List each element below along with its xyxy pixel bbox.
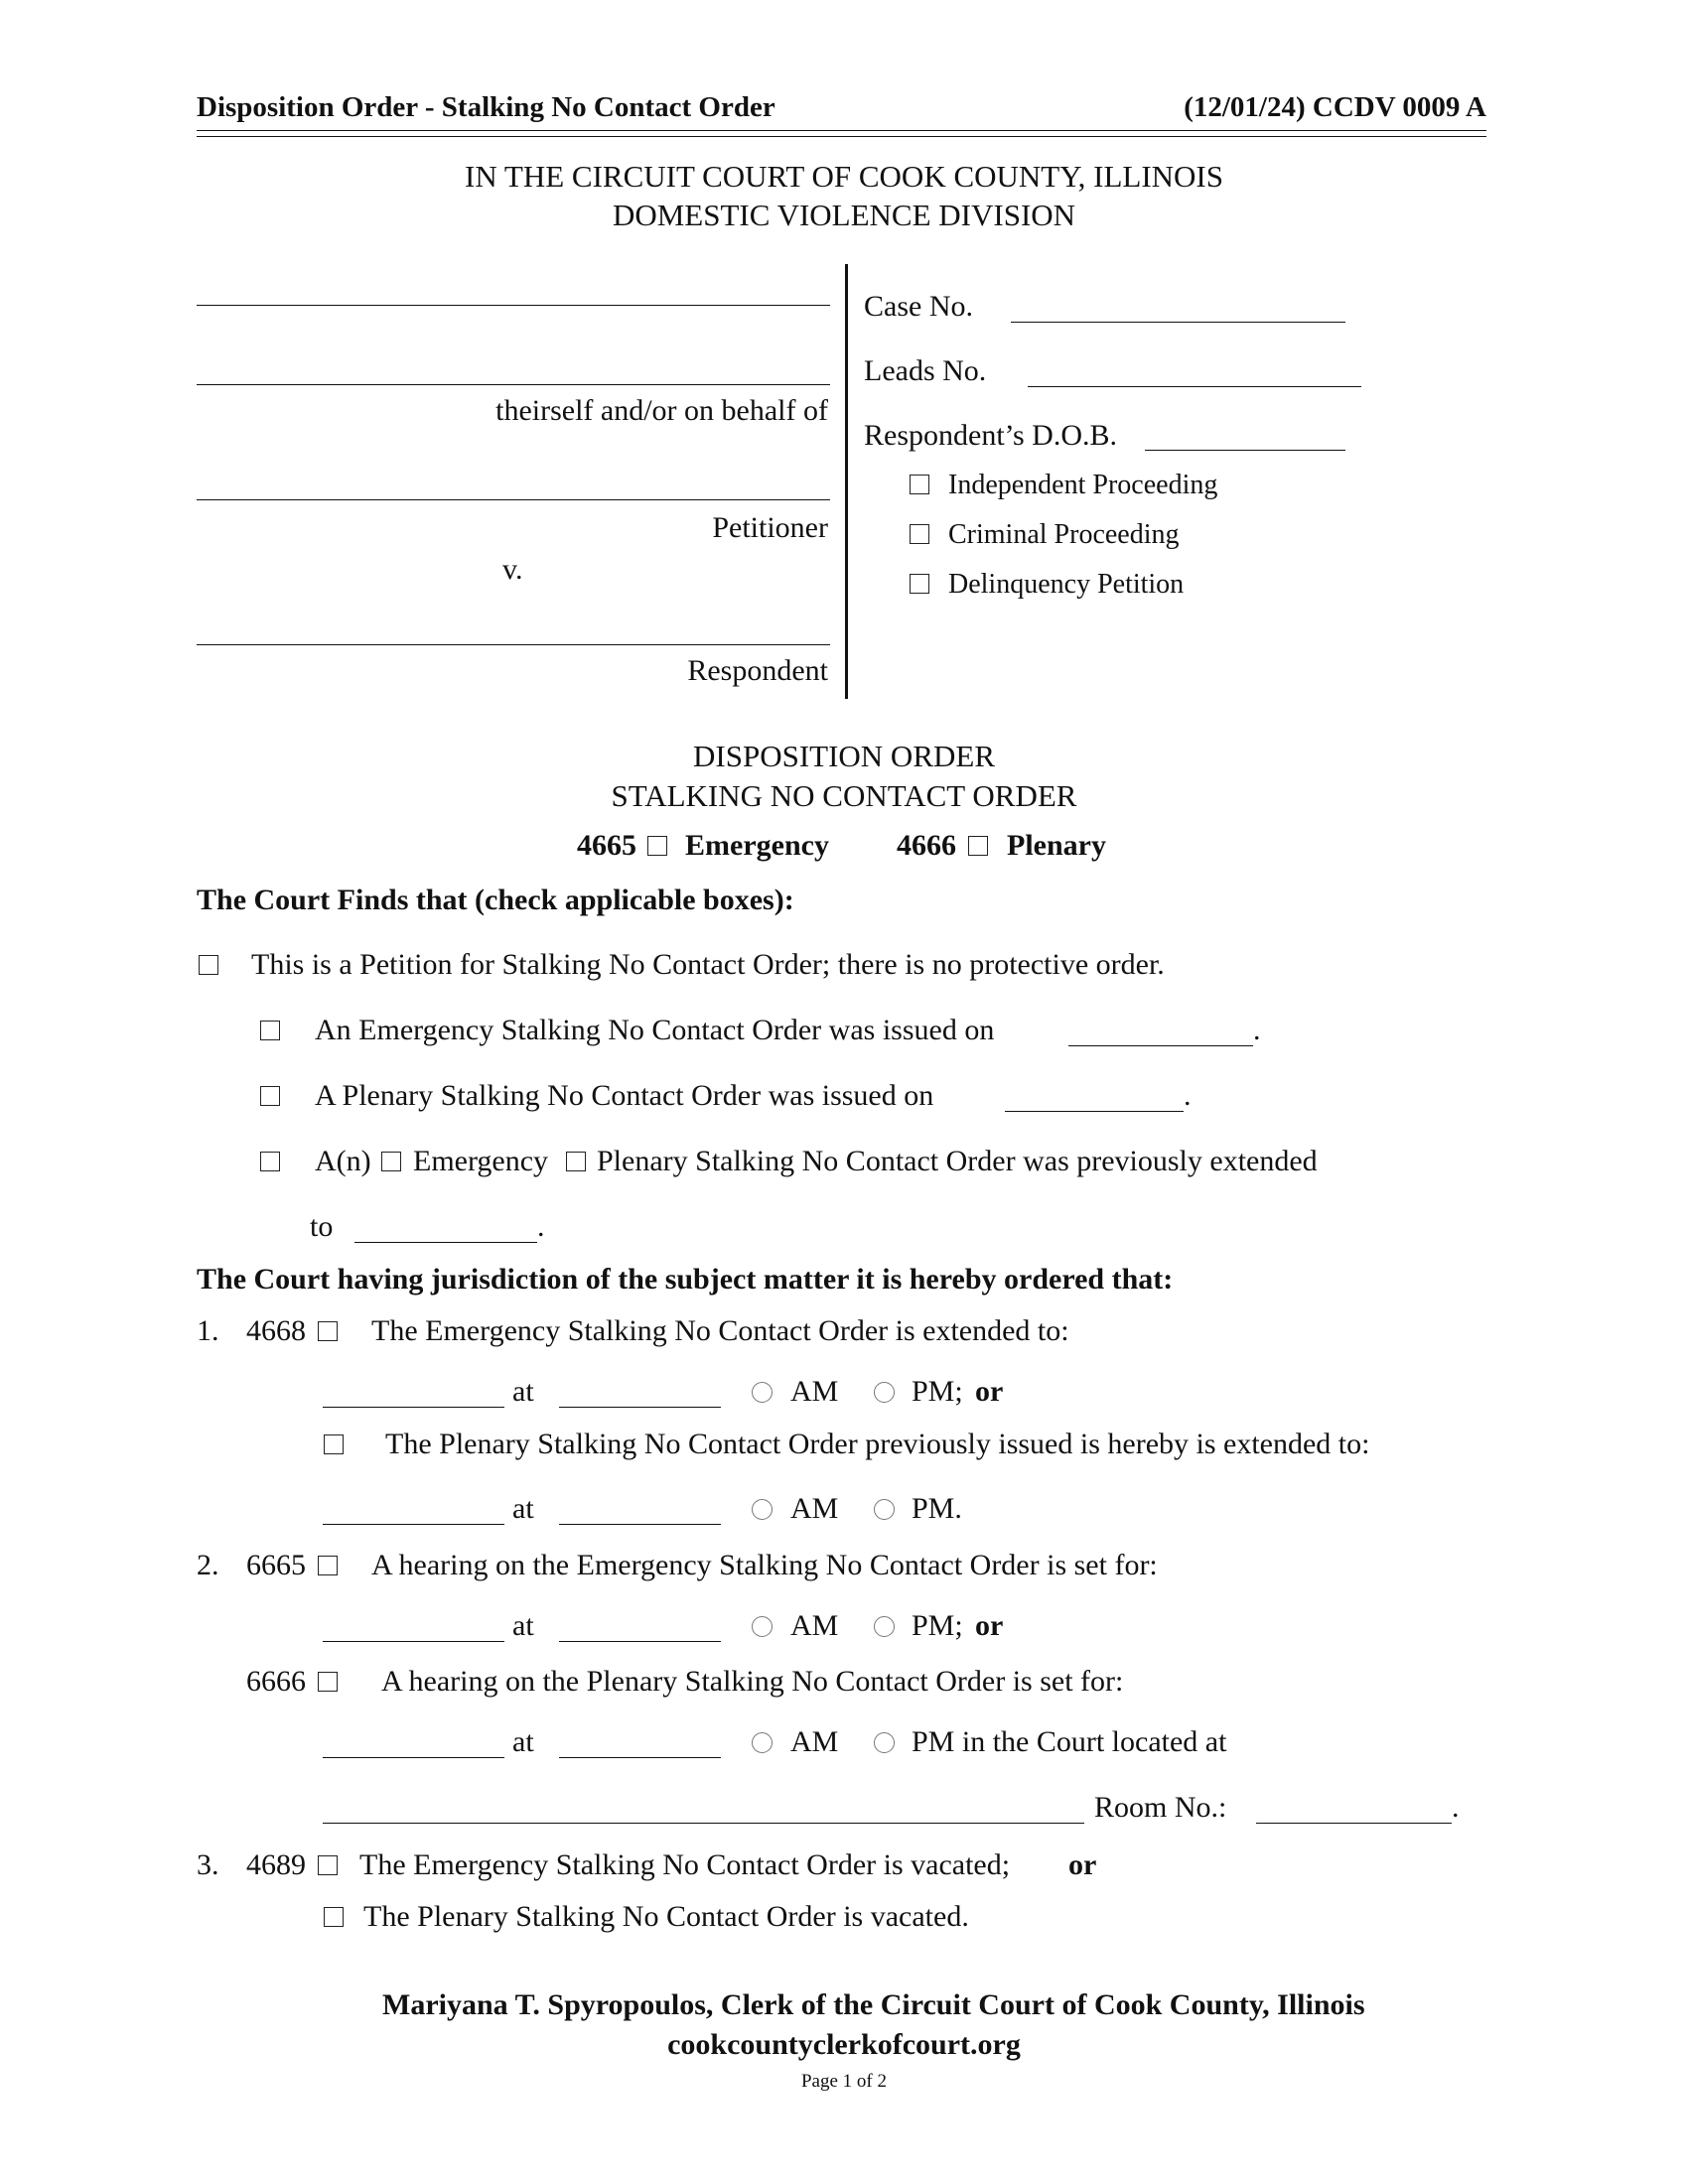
header-rule-top (197, 130, 1486, 131)
court-location-field[interactable] (323, 1823, 1084, 1824)
item2-time[interactable] (559, 1641, 721, 1642)
plenary-issued-text: A Plenary Stalking No Contact Order was issued on (315, 1079, 934, 1112)
item2-pm-radio[interactable] (874, 1616, 895, 1637)
leads-no-field[interactable] (1028, 386, 1361, 387)
am-label: AM (790, 1492, 839, 1525)
respondent-label: Respondent (687, 654, 828, 687)
item1-plenary-text: The Plenary Stalking No Contact Order previously issued is hereby is extended to: (385, 1428, 1370, 1460)
form-title: Disposition Order - Stalking No Contact Order (197, 91, 775, 123)
leads-no-label: Leads No. (864, 354, 987, 387)
code-4668: 4668 (246, 1314, 306, 1347)
or-label: or (975, 1609, 1004, 1642)
or-label: or (975, 1375, 1004, 1408)
item1-plenary-time[interactable] (559, 1524, 721, 1525)
caption-divider (845, 264, 848, 699)
criminal-proceeding-label: Criminal Proceeding (948, 519, 1180, 550)
room-no-label: Room No.: (1094, 1791, 1227, 1824)
item2-am-radio[interactable] (752, 1616, 773, 1637)
item1-plenary-checkbox[interactable] (324, 1434, 344, 1454)
code-6666: 6666 (246, 1665, 306, 1698)
item3-plenary-text: The Plenary Stalking No Contact Order is vacated. (363, 1900, 969, 1933)
extended-plenary-checkbox[interactable] (566, 1152, 586, 1171)
extended-emergency-checkbox[interactable] (381, 1152, 401, 1171)
emergency-issued-date[interactable] (1068, 1045, 1253, 1046)
delinquency-petition-label: Delinquency Petition (948, 569, 1185, 600)
at-label: at (512, 1725, 534, 1758)
item2-plenary-text: A hearing on the Plenary Stalking No Contact Order is set for: (381, 1665, 1124, 1698)
item2-plenary-date[interactable] (323, 1757, 504, 1758)
item1-am-radio[interactable] (752, 1382, 773, 1403)
clerk-website[interactable]: cookcountyclerkofcourt.org (667, 2028, 1021, 2061)
period: . (1184, 1079, 1192, 1112)
court-name: IN THE CIRCUIT COURT OF COOK COUNTY, ILLINOIS (465, 159, 1223, 194)
item2-checkbox[interactable] (318, 1556, 338, 1575)
extended-emergency-label: Emergency (413, 1145, 549, 1177)
case-no-field[interactable] (1011, 322, 1345, 323)
versus-label: v. (502, 553, 523, 586)
independent-proceeding-checkbox[interactable] (910, 475, 929, 494)
period: . (1253, 1014, 1261, 1046)
code-4666: 4666 (897, 829, 956, 862)
respondent-name-line[interactable] (197, 644, 830, 645)
item2-plenary-checkbox[interactable] (318, 1672, 338, 1692)
item2-date[interactable] (323, 1641, 504, 1642)
item1-plenary-am-radio[interactable] (752, 1499, 773, 1520)
pm-label: PM; (912, 1609, 963, 1642)
petition-text: This is a Petition for Stalking No Contact Order; there is no protective order. (251, 948, 1165, 981)
petitioner-label: Petitioner (712, 511, 828, 544)
at-label: at (512, 1609, 534, 1642)
item1-plenary-pm-radio[interactable] (874, 1499, 895, 1520)
behalf-label: theirself and/or on behalf of (495, 394, 828, 427)
an-label: A(n) (315, 1145, 371, 1177)
emergency-issued-text: An Emergency Stalking No Contact Order was issued on (315, 1014, 995, 1046)
at-label: at (512, 1375, 534, 1408)
order-title: DISPOSITION ORDER (693, 739, 995, 773)
item-number: 1. (197, 1314, 219, 1347)
findings-heading: The Court Finds that (check applicable boxes): (197, 884, 794, 916)
item1-pm-radio[interactable] (874, 1382, 895, 1403)
extended-to-date[interactable] (354, 1242, 537, 1243)
petitioner-name-line[interactable] (197, 305, 830, 306)
petition-checkbox[interactable] (199, 955, 218, 975)
item2-plenary-pm-radio[interactable] (874, 1732, 895, 1753)
page-number: Page 1 of 2 (800, 2071, 887, 2092)
am-label: AM (790, 1375, 839, 1408)
item-number: 2. (197, 1549, 219, 1581)
item2-plenary-am-radio[interactable] (752, 1732, 773, 1753)
item1-text: The Emergency Stalking No Contact Order is extended to: (371, 1314, 1069, 1347)
code-4689: 4689 (246, 1848, 306, 1881)
at-label: at (512, 1492, 534, 1525)
period: . (537, 1210, 545, 1243)
plenary-type-checkbox[interactable] (968, 836, 988, 856)
plenary-issued-date[interactable] (1005, 1111, 1184, 1112)
item1-checkbox[interactable] (318, 1321, 338, 1341)
order-subtitle: STALKING NO CONTACT ORDER (611, 778, 1077, 813)
case-no-label: Case No. (864, 290, 973, 323)
code-6665: 6665 (246, 1549, 306, 1581)
item3-plenary-checkbox[interactable] (324, 1907, 344, 1927)
item1-plenary-date[interactable] (323, 1524, 504, 1525)
orders-heading: The Court having jurisdiction of the subject matter it is hereby ordered that: (197, 1263, 1174, 1296)
court-division: DOMESTIC VIOLENCE DIVISION (612, 198, 1076, 232)
item2-plenary-time[interactable] (559, 1757, 721, 1758)
emergency-type-checkbox[interactable] (647, 836, 667, 856)
item1-date[interactable] (323, 1407, 504, 1408)
pm-court-label: PM in the Court located at (912, 1725, 1227, 1758)
room-no-field[interactable] (1256, 1823, 1452, 1824)
plenary-type-label: Plenary (1007, 829, 1106, 862)
clerk-line: Mariyana T. Spyropoulos, Clerk of the Circuit Court of Cook County, Illinois (382, 1988, 1365, 2021)
period: . (1452, 1791, 1460, 1824)
form-code: (12/01/24) CCDV 0009 A (1184, 91, 1486, 123)
pm-label: PM; (912, 1375, 963, 1408)
emergency-type-label: Emergency (685, 829, 829, 862)
am-label: AM (790, 1609, 839, 1642)
pm-label: PM. (912, 1492, 962, 1525)
plenary-issued-checkbox[interactable] (260, 1086, 280, 1106)
or-label: or (1068, 1848, 1097, 1881)
am-label: AM (790, 1725, 839, 1758)
independent-proceeding-label: Independent Proceeding (948, 470, 1218, 500)
to-label: to (310, 1210, 334, 1243)
item3-text: The Emergency Stalking No Contact Order is vacated; (359, 1848, 1011, 1881)
criminal-proceeding-checkbox[interactable] (910, 524, 929, 544)
header-rule-bottom (197, 136, 1486, 137)
previously-extended-checkbox[interactable] (260, 1152, 280, 1171)
delinquency-petition-checkbox[interactable] (910, 574, 929, 594)
dob-field[interactable] (1145, 450, 1345, 451)
previously-extended-text: Plenary Stalking No Contact Order was previously extended (597, 1145, 1318, 1177)
dob-label: Respondent’s D.O.B. (864, 419, 1117, 452)
emergency-issued-checkbox[interactable] (260, 1021, 280, 1040)
petitioner-name-line-2[interactable] (197, 384, 830, 385)
item2-text: A hearing on the Emergency Stalking No Contact Order is set for: (371, 1549, 1158, 1581)
item-number: 3. (197, 1848, 219, 1881)
item1-time[interactable] (559, 1407, 721, 1408)
item3-checkbox[interactable] (318, 1855, 338, 1875)
behalf-of-line[interactable] (197, 499, 830, 500)
code-4665: 4665 (577, 829, 636, 862)
